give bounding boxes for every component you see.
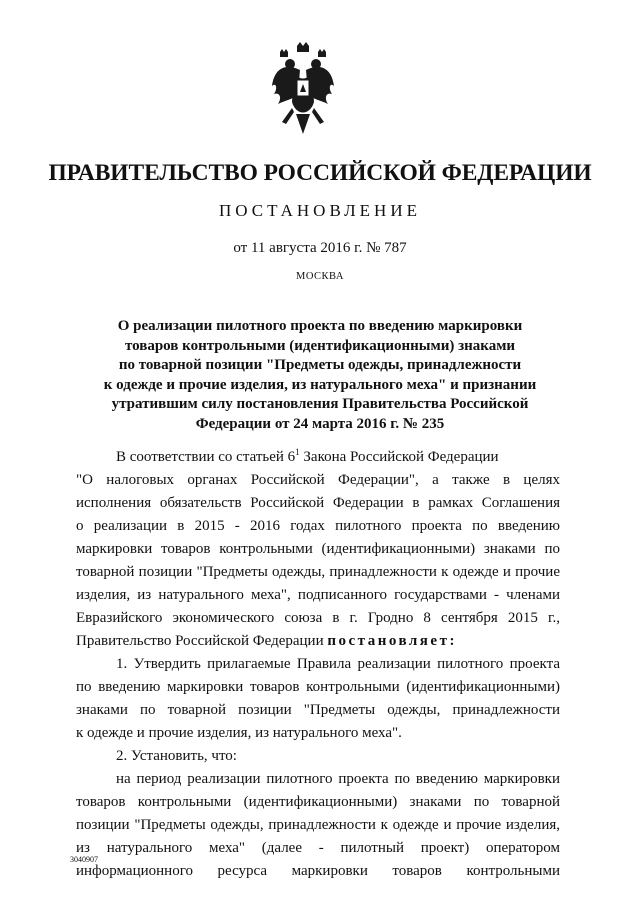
body-line: информационного ресурса маркировки товаров контрольными: [76, 863, 560, 879]
body-text: Закона Российской Федерации: [299, 449, 499, 465]
body-line: исполнения обязательств Российской Федерации в рамках Соглашения: [76, 495, 560, 511]
decree-title-line: по товарной позиции "Предметы одежды, принадлежности: [118, 357, 522, 373]
government-title: ПРАВИТЕЛЬСТВО РОССИЙСКОЙ ФЕДЕРАЦИИ: [48, 160, 592, 186]
body-line: к одежде и прочие изделия, из натурального меха".: [76, 725, 402, 741]
date-number-line: от 11 августа 2016 г. № 787: [233, 240, 407, 256]
decree-title-line: к одежде и прочие изделия, из натурального меха" и признании: [103, 376, 537, 393]
superscript: 1: [295, 447, 300, 457]
decree-title-line: О реализации пилотного проекта по введению маркировки: [117, 318, 523, 334]
body-line: товарной позиции "Предметы одежды, принадлежности к одежде и прочие: [76, 564, 560, 580]
body-line: 2. Установить, что:: [116, 748, 237, 764]
decree-title: [80, 317, 560, 434]
body-line: из натурального меха" (далее - пилотный проект) оператором: [76, 840, 560, 856]
document-type: ПОСТАНОВЛЕНИЕ: [218, 201, 421, 220]
body-line: знаками по товарной позиции "Предметы одежды, принадлежности: [76, 702, 560, 718]
body-line: изделия, из натурального меха", подписанного государствами - членами: [76, 587, 560, 603]
operative-word: постановляет:: [327, 633, 457, 649]
body-line: позиции "Предметы одежды, принадлежности к одежде и прочие изделия,: [76, 817, 560, 833]
document-code: 3040907: [70, 855, 98, 864]
body-line: по введению маркировки товаров контрольными (идентификационными): [76, 679, 560, 695]
decree-title-line: Федерации от 24 марта 2016 г. № 235: [195, 415, 445, 432]
body-line: о реализации в 2015 - 2016 годах пилотного проекта по введению: [76, 518, 560, 534]
body-line: Евразийского экономического союза в г. Гродно 8 сентября 2015 г.,: [76, 610, 560, 626]
body-text: В соответствии со статьей 6: [116, 449, 296, 465]
coat-of-arms-emblem-icon: [270, 42, 336, 142]
body-line: [76, 633, 560, 650]
body-line: товаров контрольными (идентификационными) знаками по товарной: [76, 794, 560, 810]
body-line: [116, 449, 560, 466]
decree-title-line: утратившим силу постановления Правительства Российской: [111, 396, 529, 412]
body-line: 1. Утвердить прилагаемые Правила реализации пилотного проекта: [116, 656, 560, 672]
city-name: МОСКВА: [296, 271, 344, 282]
body-line: маркировки товаров контрольными (идентификационными) знаками по: [76, 541, 560, 557]
body-text: Правительство Российской Федерации: [76, 633, 328, 649]
decree-title-line: товаров контрольными (идентификационными) знаками: [124, 337, 516, 354]
body-line: на период реализации пилотного проекта по введению маркировки: [116, 771, 560, 787]
body-line: "О налоговых органах Российской Федерации", а также в целях: [76, 472, 560, 488]
